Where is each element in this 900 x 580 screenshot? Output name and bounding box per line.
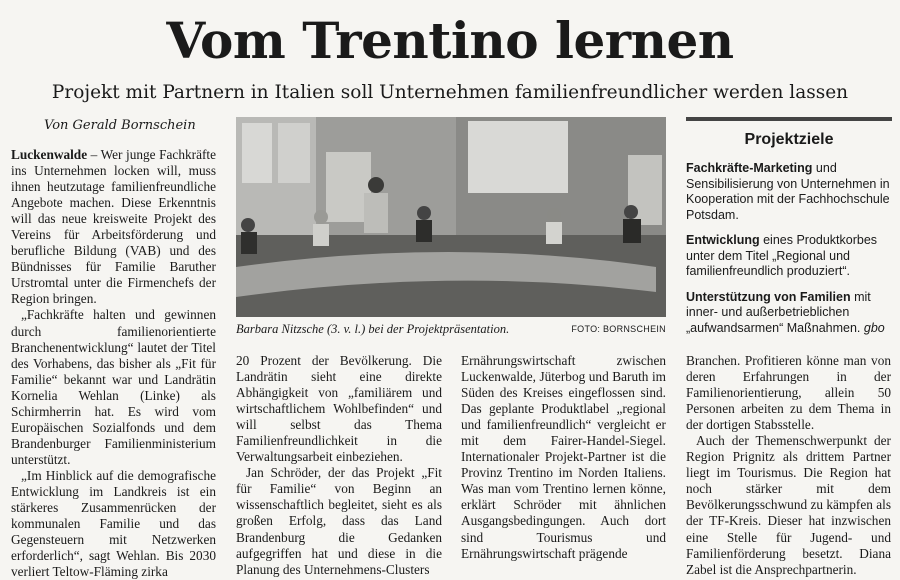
photo-illustration <box>236 117 666 317</box>
paragraph: „Im Hinblick auf die demografische Entwicklung im Landkreis ist ein stärkeres Zusammenrücken der kommunalen Familie und das Gegensteuern mit Netzwerken erforderlich“, sagt Wehlan. Bis 2030 verliert Teltow-Fläming zirka <box>11 467 216 580</box>
goal-bold: Fachkräfte-Marketing <box>686 161 813 175</box>
project-goals-box <box>686 117 892 346</box>
paragraph <box>11 147 216 307</box>
paragraph-text: – Wer junge Fachkräfte ins Unternehmen locken will, muss ihnen heutzutage familienfreundliche Angebote machen. Diese Erkenntnis will das neue kreisweite Projekt des Vereins für Arbeitsförderung und berufliche Bildung (VAB) und des Bündnisses für Familie Baruther Urstromtal unter die Firmenchefs der Region bringen. <box>11 147 216 307</box>
goal-item <box>686 233 892 280</box>
paragraph: Ernährungswirtschaft zwischen Luckenwalde, Jüterbog und Baruth im Süden des Kreises eingeflossen sind. Das geplante Produktlabel „regional und familienfreundlich“ vergleicht er mit dem Fairer-Handel-Siegel. Internationaler Projekt-Partner ist die Provinz Trentino im Norden Italiens. Was man vom Trentino lernen könne, erklärt Schröder mit ähnlichen Ausgangsbedingungen. Auch dort sind Tourismus und Ernährungswirtschaft prägende <box>461 353 666 561</box>
goal-item <box>686 161 892 223</box>
box-rule <box>686 117 892 121</box>
author-signature: gbo <box>860 320 885 335</box>
box-title: Projektziele <box>744 131 834 148</box>
paragraph: Branchen. Profitieren könne man von deren Erfahrungen in der Familienorientierung, allein 50 Personen arbeiten zu dem Thema in der dortigen Stabsstelle. <box>686 353 891 433</box>
paragraph: 20 Prozent der Bevölkerung. Die Landrätin sieht eine direkte Abhängigkeit von „familiärem und wirtschaftlichem Wohlbefinden“ und will selbst das Thema Familienfreundlichkeit in die Verwaltungsarbeit einbeziehen. <box>236 353 442 465</box>
press-photo <box>236 117 666 317</box>
photo-caption <box>236 322 666 337</box>
paragraph: Jan Schröder, der das Projekt „Fit für Familie“ von Beginn an wissenschaftlich begleitet, sieht es als großen Erfolg, dass das Land Brandenburg die Gedanken aufgegriffen hat und diese in die Planung des Unternehmens-Clusters <box>236 465 442 577</box>
goal-item <box>686 290 892 337</box>
goal-text: mit inner- und außerbetrieblichen „aufwandsarmen“ Maßnahmen. <box>686 289 871 335</box>
subheadline: Projekt mit Partnern in Italien soll Unternehmen familienfreundlicher werden lassen <box>51 82 849 103</box>
article-column-1 <box>11 147 216 580</box>
goal-text: eines Produktkorbes unter dem Titel „Regional und familienfreundlich produziert“. <box>686 233 878 278</box>
dateline: Luckenwalde <box>11 147 88 162</box>
photo-credit: FOTO: BORNSCHEIN <box>571 324 666 334</box>
article-column-4 <box>686 353 891 578</box>
paragraph: „Fachkräfte halten und gewinnen durch familienorientierte Branchenentwicklung“ lautet der Titel des Vorhabens, das bisher als „Fit für Familie“ bekannt war und Landrätin Kornelia Wehlan (Linke) als Schirmherrin hat. Es wird vom Europäischen Sozialfonds und dem Brandenburger Familienministerium unterstützt. <box>11 307 216 467</box>
article-column-2 <box>236 353 442 578</box>
goal-text: und Sensibilisierung von Unternehmen in Kooperation mit der Fachhochschule Potsdam. <box>686 161 890 222</box>
article-column-3 <box>461 353 666 562</box>
goal-bold: Entwicklung <box>686 233 760 247</box>
byline: Von Gerald Bornschein <box>44 118 196 133</box>
paragraph: Auch der Themenschwerpunkt der Region Prignitz als drittem Partner liegt im Tourismus. Die Region hat noch stärker mit dem Bevölkerungsschwund zu kämpfen als der TF-Kreis. Dieser hat inzwischen eine Stelle für Jugend- und Familienförderung besetzt. Diana Zabel ist die Ansprechpartnerin. <box>686 433 891 577</box>
headline: Vom Trentino lernen <box>166 11 734 70</box>
caption-text: Barbara Nitzsche (3. v. l.) bei der Projektpräsentation. <box>236 322 510 336</box>
goal-bold: Unterstützung von Familien <box>686 289 851 304</box>
